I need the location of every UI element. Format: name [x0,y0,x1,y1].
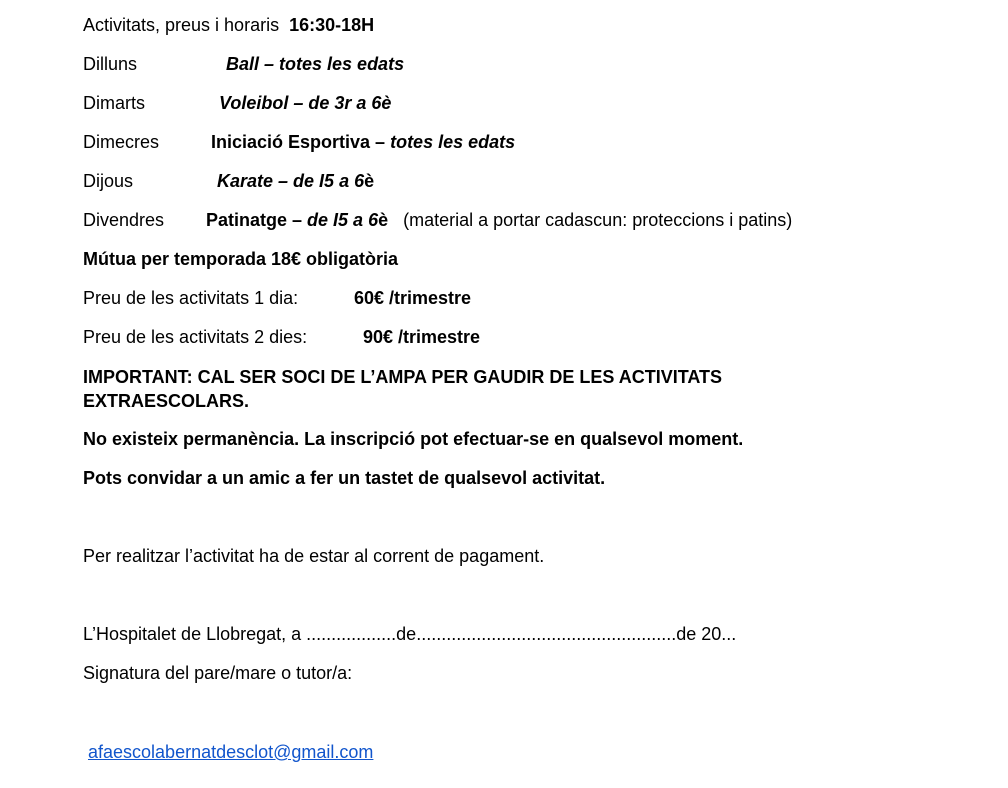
schedule-activity [226,53,404,75]
price-row-2 [83,326,481,348]
permanence-notice: No existeix permanència. La inscripció pot efectuar-se en qualsevol moment. [83,429,744,449]
email-link[interactable]: afaescolabernatdesclot@gmail.com [88,742,374,762]
schedule-activity [211,131,515,153]
activity-part: è [378,210,389,230]
schedule-row-thursday [83,170,375,192]
schedule-activity [217,170,374,192]
invite-notice: Pots convidar a un amic a fer un tastet de qualsevol activitat. [83,468,606,488]
price-row-1 [83,287,472,309]
activity-part: Karate – de I5 a 6 [217,171,365,191]
schedule-activity [206,209,792,231]
place-date-line: L’Hospitalet de Llobregat, a ..................de....................................................de 20... [83,624,737,644]
schedule-row-tuesday [83,92,392,114]
signature-line: Signatura del pare/mare o tutor/a: [83,663,353,683]
schedule-row-friday [83,209,793,231]
schedule-row-monday [83,53,405,75]
activity-part: Iniciació Esportiva – [211,132,391,152]
activity-part: è [364,171,375,191]
schedule-activity [219,92,391,114]
header-line [83,14,374,36]
schedule-day: Dimarts [83,93,145,113]
important-notice: IMPORTANT: CAL SER SOCI DE L’AMPA PER GAUDIR DE LES ACTIVITATS EXTRAESCOLARS. [83,367,723,411]
price-value: 60€ /trimestre [354,288,472,308]
price-label: Preu de les activitats 1 dia: [83,288,299,308]
activity-part: Voleibol – de 3r a 6è [219,93,392,113]
schedule-day: Dijous [83,171,134,191]
activity-part: totes les edats [390,132,516,152]
header-label: Activitats, preus i horaris [83,15,280,35]
header-hours: 16:30-18H [289,15,375,35]
payment-note: Per realitzar l’activitat ha de estar al corrent de pagament. [83,546,545,566]
mutua-line: Mútua per temporada 18€ obligatòria [83,249,399,269]
activity-note: (material a portar cadascun: proteccions i patins) [388,210,793,230]
price-value: 90€ /trimestre [363,327,481,347]
activity-part: de I5 a 6 [307,210,379,230]
schedule-row-wednesday [83,131,516,153]
price-label: Preu de les activitats 2 dies: [83,327,308,347]
activity-part: Patinatge – [206,210,308,230]
schedule-day: Dimecres [83,132,160,152]
schedule-day: Dilluns [83,54,138,74]
schedule-day: Divendres [83,210,165,230]
activity-part: Ball – totes les edats [226,54,405,74]
